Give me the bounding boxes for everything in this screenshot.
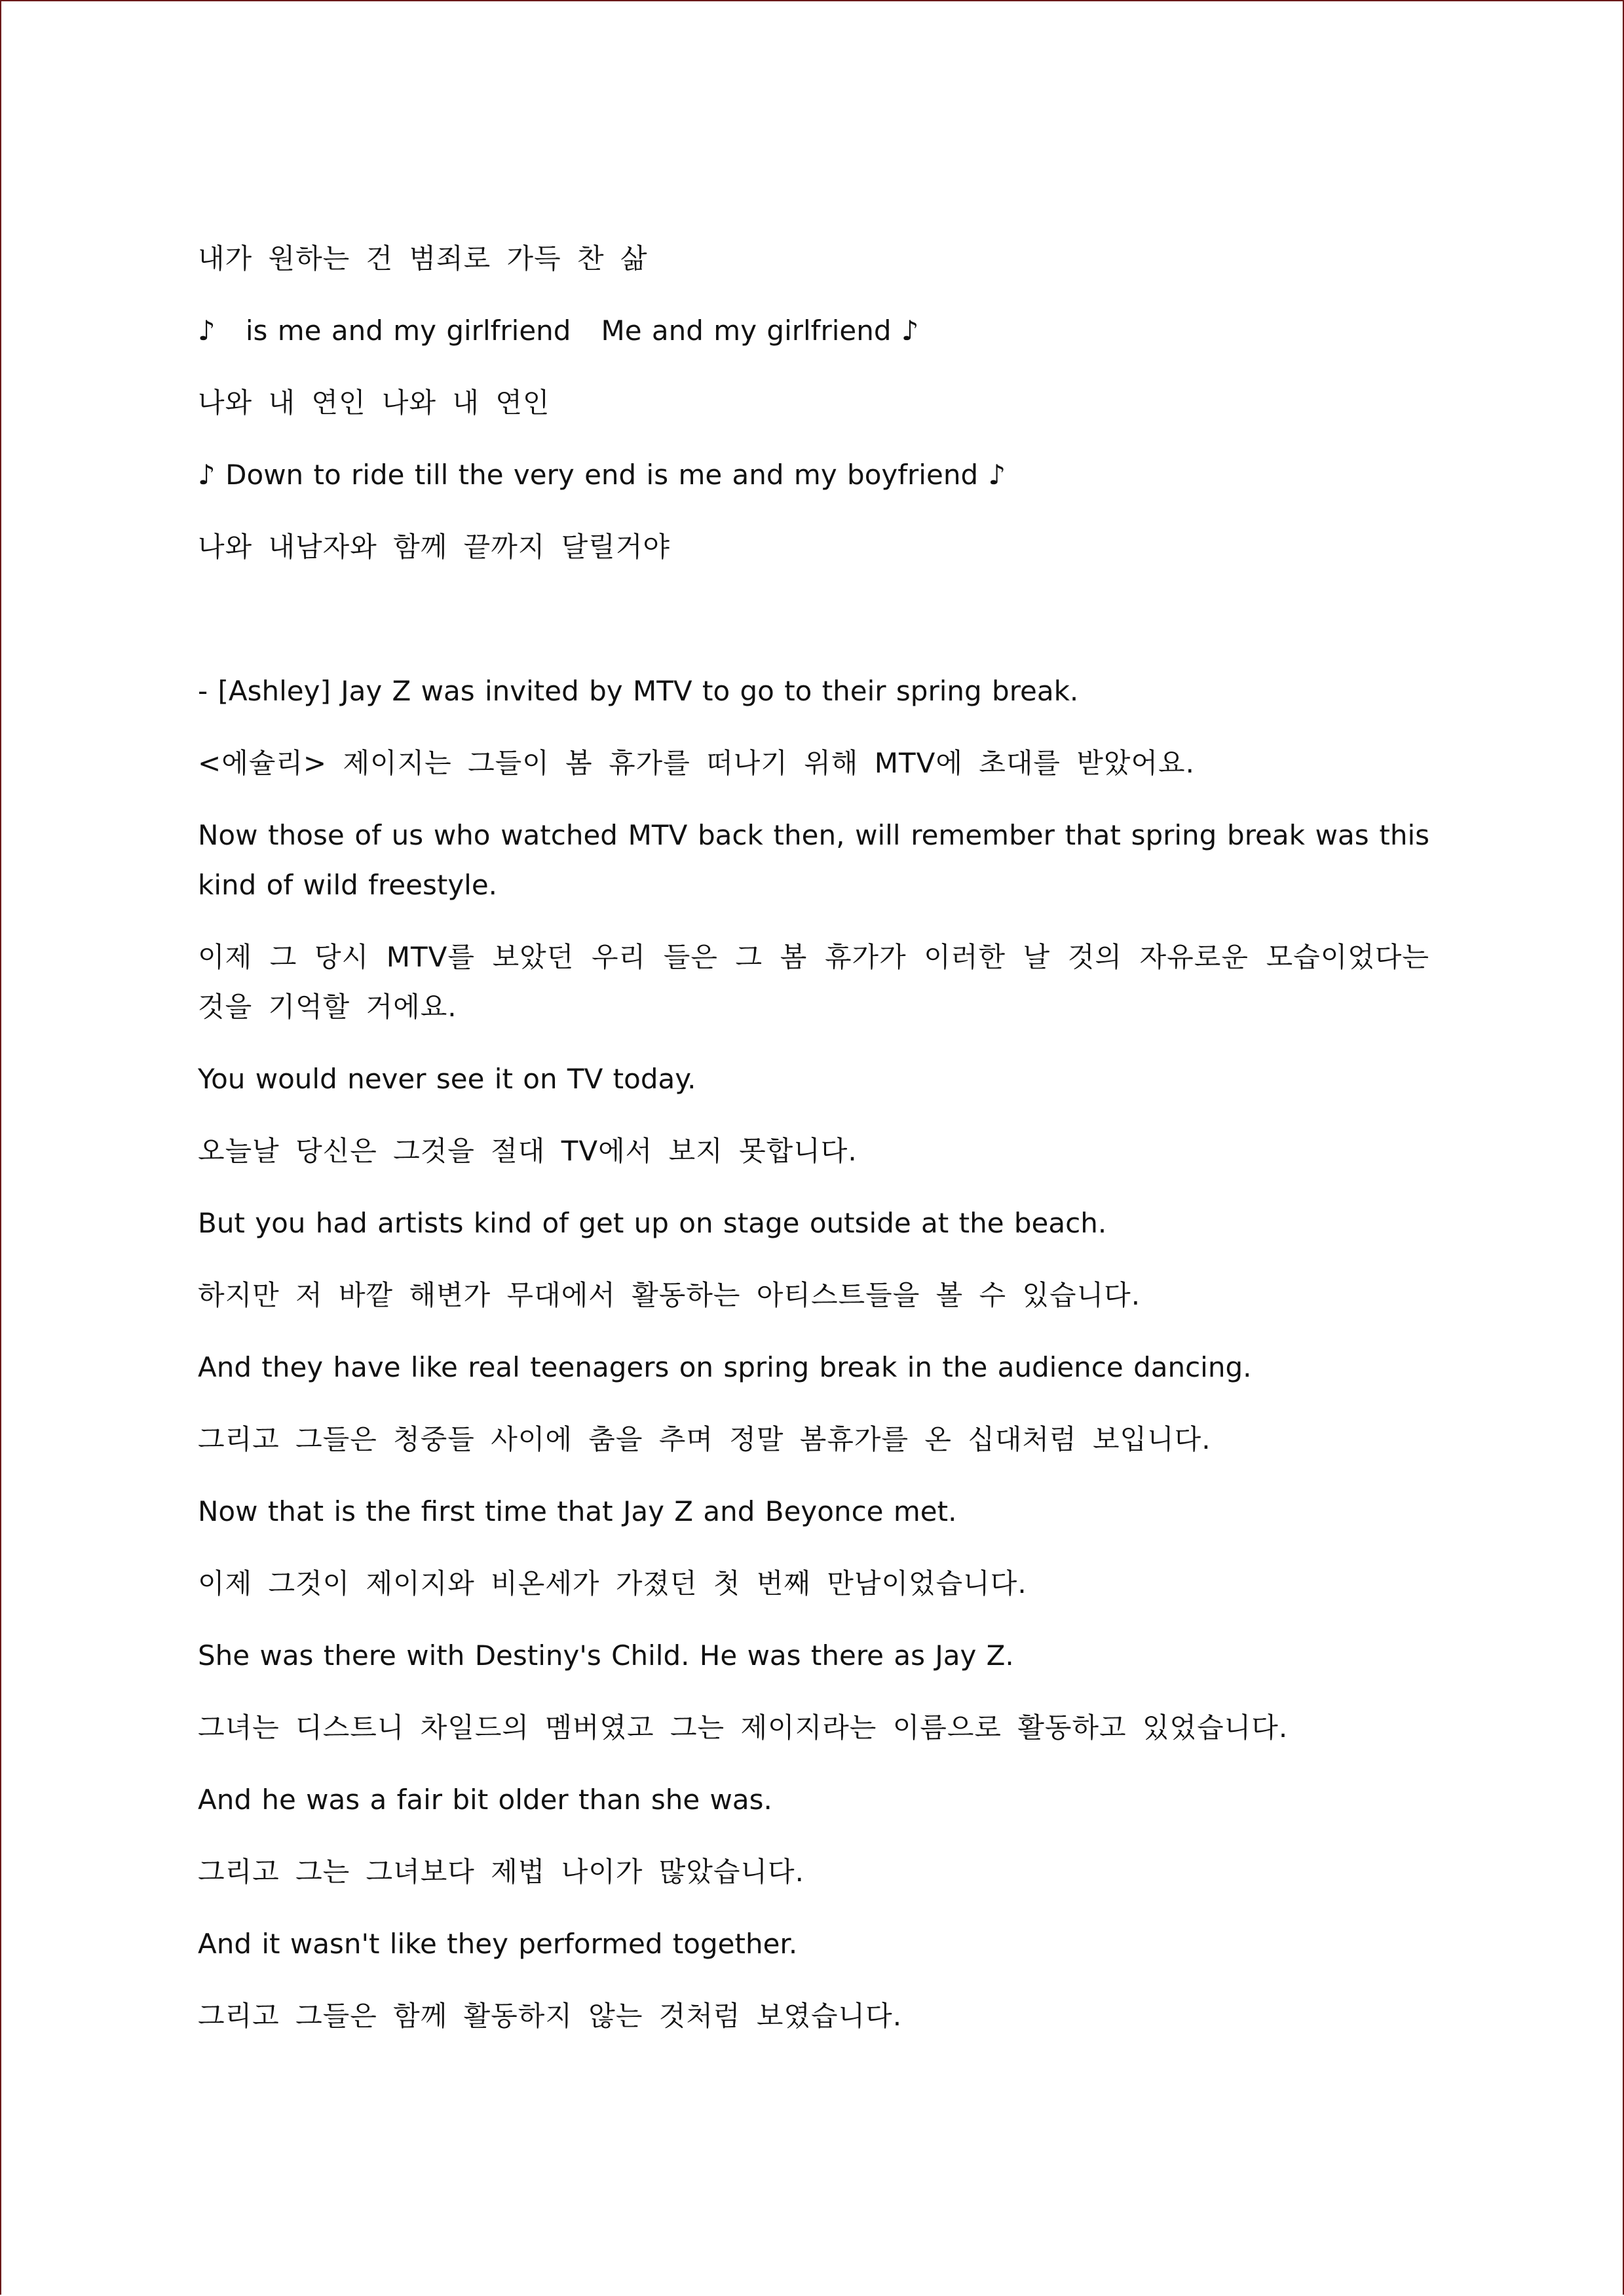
transcript-line: And they have like real teenagers on spring break in the audience dancing.: [198, 1351, 1252, 1383]
transcript-line: 이제 그것이 제이지와 비온세가 가졌던 첫 번째 만남이었습니다.: [198, 1567, 1027, 1599]
lyric-line: 내가 원하는 건 범죄로 가득 찬 삶: [198, 242, 648, 275]
transcript-line: - [Ashley] Jay Z was invited by MTV to go to their spring break.: [198, 675, 1079, 707]
transcript-line: 그리고 그는 그녀보다 제법 나이가 많았습니다.: [198, 1856, 804, 1888]
transcript-line: But you had artists kind of get up on stage outside at the beach.: [198, 1207, 1107, 1239]
lyric-line: ♪ Down to ride till the very end is me and my boyfriend ♪: [198, 459, 1006, 491]
lyric-line: 나와 내 연인 나와 내 연인: [198, 387, 550, 419]
transcript-line: 그녀는 디스트니 차일드의 멤버였고 그는 제이지라는 이름으로 활동하고 있었습니다.: [198, 1712, 1289, 1744]
transcript-line: She was there with Destiny's Child. He was there as Jay Z.: [198, 1639, 1014, 1672]
transcript-line: 그리고 그들은 청중들 사이에 춤을 추며 정말 봄휴가를 온 십대처럼 보입니다.: [198, 1423, 1211, 1455]
lyric-line: 나와 내남자와 함께 끝까지 달릴거야: [198, 531, 670, 563]
transcript-line: Now that is the first time that Jay Z and Beyonce met.: [198, 1495, 957, 1527]
lyric-line: ♪ is me and my girlfriend Me and my girlfriend ♪: [198, 315, 919, 347]
blank-spacer: [198, 594, 1429, 666]
transcript-line: And he was a fair bit older than she was.: [198, 1784, 772, 1816]
transcript-line: And it wasn't like they performed together.: [198, 1928, 798, 1960]
document-body: [198, 234, 1446, 2063]
transcript-line: 오늘날 당신은 그것을 절대 TV에서 보지 못합니다.: [198, 1135, 858, 1167]
transcript-line: 이제 그 당시 MTV를 보았던 우리 들은 그 봄 휴가가 이러한 날 것의 자유로운 모습이었다는 것을 기억할 거에요.: [198, 941, 1446, 1023]
transcript-line: You would never see it on TV today.: [198, 1063, 696, 1095]
transcript-line: Now those of us who watched MTV back then, will remember that spring break was this kind of wild freestyle.: [198, 819, 1440, 901]
transcript-line: <에슐리> 제이지는 그들이 봄 휴가를 떠나기 위해 MTV에 초대를 받았어요.: [198, 747, 1195, 779]
transcript-line: 그리고 그들은 함께 활동하지 않는 것처럼 보였습니다.: [198, 2000, 903, 2032]
transcript-line: 하지만 저 바깥 해변가 무대에서 활동하는 아티스트들을 볼 수 있습니다.: [198, 1279, 1141, 1311]
